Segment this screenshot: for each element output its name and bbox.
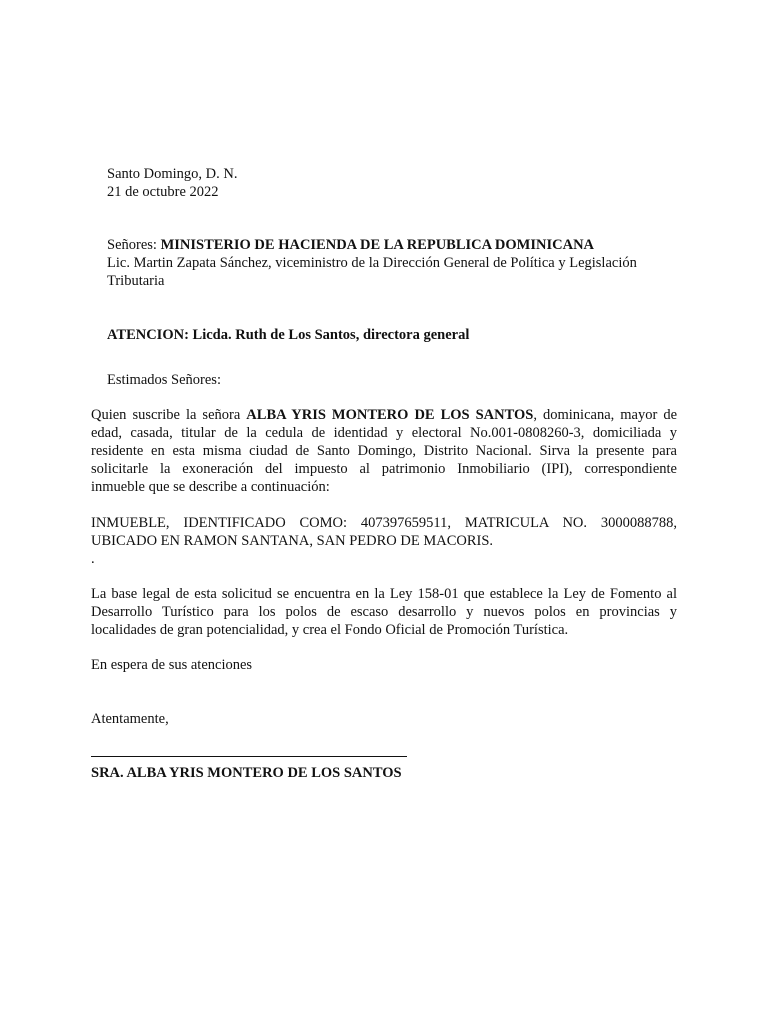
greeting: Estimados Señores:	[107, 372, 221, 388]
property-description	[91, 514, 677, 568]
signature-line	[91, 756, 407, 757]
paragraph-request-line-1-rest: , dominicana, mayor de	[533, 407, 678, 423]
legal-basis-line-3: localidades de gran potencialidad, y crea el Fondo Oficial de Promoción Turística.	[91, 622, 569, 638]
property-dot: .	[91, 551, 95, 567]
paragraph-legal-basis	[91, 585, 677, 639]
recipient-block	[107, 236, 667, 290]
paragraph-request-line-5: inmueble que se describe a continuación:	[91, 479, 330, 495]
paragraph-request	[91, 406, 677, 496]
paragraph-request-line-4: solicitarle la exoneración del impuesto al patrimonio Inmobiliario (IPI), correspondiente	[91, 461, 677, 477]
letter-date: 21 de octubre 2022	[107, 184, 219, 200]
letter-header	[107, 165, 667, 201]
requester-name: ALBA YRIS MONTERO DE LOS SANTOS	[246, 407, 534, 423]
salutation-prefix: Señores:	[107, 237, 157, 253]
legal-basis-line-2: Desarrollo Turístico para los polos de escaso desarrollo y nuevos polos en provincias y	[91, 604, 677, 620]
recipient-line	[107, 236, 667, 254]
attention-line: ATENCION: Licda. Ruth de Los Santos, directora general	[107, 327, 470, 343]
paragraph-request-line-3: residente en esta misma ciudad de Santo Domingo, Distrito Nacional. Sirva la presente para	[91, 443, 677, 459]
paragraph-request-line-2: edad, casada, titular de la cedula de identidad y electoral No.001-0808260-3, domiciliada y	[91, 425, 677, 441]
property-line-2: UBICADO EN RAMON SANTANA, SAN PEDRO DE MACORIS.	[91, 533, 494, 549]
farewell: Atentamente,	[91, 711, 169, 727]
signature-name: SRA. ALBA YRIS MONTERO DE LOS SANTOS	[91, 765, 402, 781]
letter-place: Santo Domingo, D. N.	[107, 166, 238, 182]
legal-basis-line-1: La base legal de esta solicitud se encuentra en la Ley 158-01 que establece la Ley de Fomento al	[91, 586, 677, 602]
property-line-1: INMUEBLE, IDENTIFICADO COMO: 407397659511, MATRICULA NO. 3000088788,	[91, 515, 677, 531]
paragraph-request-line-1	[91, 406, 677, 424]
closing-line: En espera de sus atenciones	[91, 657, 253, 673]
recipient-institution: MINISTERIO DE HACIENDA DE LA REPUBLICA DOMINICANA	[160, 237, 595, 253]
paragraph-request-intro: Quien suscribe la señora	[91, 407, 241, 423]
addressee-line-2: Tributaria	[107, 273, 165, 289]
addressee-line-1: Lic. Martin Zapata Sánchez, viceministro de la Dirección General de Política y Legislación	[107, 255, 637, 271]
